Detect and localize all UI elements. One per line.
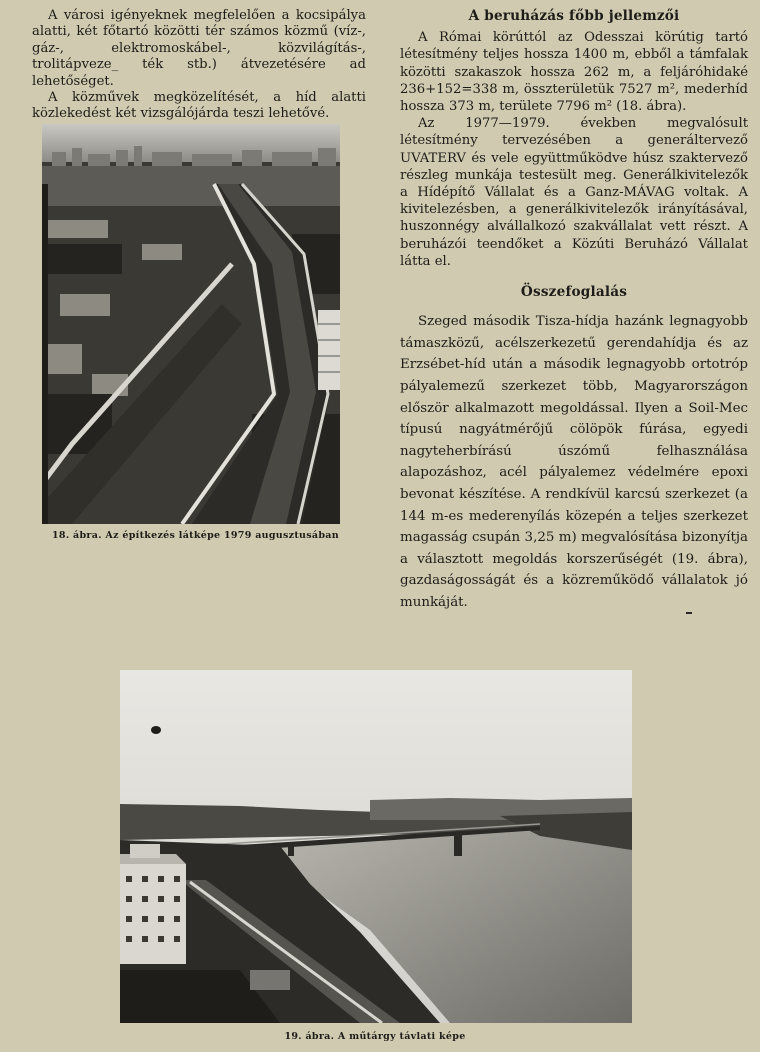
right-column <box>400 8 748 614</box>
right-paragraph-1: A Római körúttól az Odesszai körútig tartó létesítmény teljes hossza 1400 m, ebből a támfalak közötti szakaszok hossza 262 m, a feljáróhidaké 236+152=338 m, összterületük 7527 m², mederhíd hossza 373 m, területe 7796 m² (18. ábra). <box>400 30 748 115</box>
figure-18-photo <box>42 124 340 524</box>
left-column <box>32 8 366 123</box>
section-heading-jellemzoi: A beruházás főbb jellemzői <box>468 8 680 24</box>
left-paragraph-1: A városi igényeknek megfelelően a kocsipálya alatti, két főtartó közötti tér számos közmű (víz-, gáz-, elektromoskábel-, közvilágítás-, trolitápveze_ ték stb.) átvezetésére ad lehetőséget. <box>32 8 366 89</box>
figure-18-image <box>42 124 340 524</box>
right-paragraph-2: Az 1977—1979. években megvalósult létesítmény tervezésében a generáltervező UVATERV és vele együttműködve húsz szaktervező részleg munkája testesült meg. Generálkivitelezők a Hídépítő Vállalat és a Ganz-MÁVAG voltak. A kivitelezésben, a generálkivitelezők irányításával, huszonnégy alvállalkozó szakvállalat vett részt. A beruházói teendőket a Közúti Beruházó Vállalat látta el. <box>400 116 748 269</box>
section-heading-osszefoglalas: Összefoglalás <box>520 284 628 301</box>
summary-paragraph: Szeged második Tisza-hídja hazánk legnagyobb támaszközű, acélszerkezetű gerendahídja és az Erzsébet-híd után a második legnagyobb ortotróp pályalemezű szerkezet több, Magyarországon először alkalmazott megoldással. Ilyen a Soil-Mec típusú nagyátmérőjű cölöpök fúrása, egyedi nagyteherbírású úszómű felhasználása alapozáshoz, acél pályalemez védelmére epoxi bevonat készítése. A rendkívül karcsú szerkezet (a 144 m-es mederenyílás közepén a teljes szerkezet magasság csupán 3,25 m) megvalósítása bizonyítja a választott megoldás korszerűségét (19. ábra), gazdaságosságát és a közreműködő vállalatok jó munkáját. <box>400 314 748 610</box>
figure-19-caption: 19. ábra. A műtárgy távlati képe <box>284 1031 466 1042</box>
figure-19-photo <box>120 670 632 1023</box>
figure-19-image <box>120 670 632 1023</box>
stray-mark <box>686 612 692 614</box>
left-paragraph-2: A közművek megközelítését, a híd alatti közlekedést két vizsgálójárda teszi lehetővé. <box>32 90 366 122</box>
figure-18-caption: 18. ábra. Az építkezés látképe 1979 augusztusában <box>52 530 339 541</box>
